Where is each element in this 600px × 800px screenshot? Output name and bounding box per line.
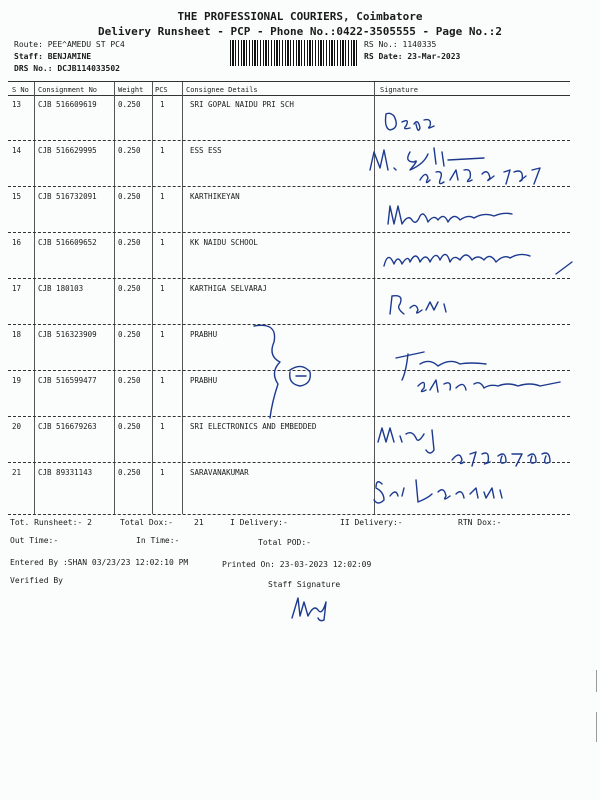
footer-top-rule <box>8 514 570 515</box>
cell-consignee: SRI GOPAL NAIDU PRI SCH <box>190 100 294 109</box>
cell-sno: 13 <box>12 100 22 109</box>
cell-pcs: 1 <box>160 284 165 293</box>
cell-consignee: SARAVANAKUMAR <box>190 468 249 477</box>
cell-weight: 0.250 <box>118 284 141 293</box>
tot-runsheet: Tot. Runsheet:- 2 <box>10 518 92 527</box>
cell-consignment-no: CJB 516732091 <box>38 192 97 201</box>
route-label: Route: <box>14 40 43 49</box>
cell-sno: 15 <box>12 192 22 201</box>
cell-consignment-no: CJB 516609619 <box>38 100 97 109</box>
barcode <box>230 40 358 66</box>
column-header-sno: S No <box>12 86 29 94</box>
cell-weight: 0.250 <box>118 192 141 201</box>
cell-consignment-no: CJB 516599477 <box>38 376 97 385</box>
entered-by: Entered By :SHAN 03/23/23 12:02:10 PM <box>10 558 189 567</box>
document-title: THE PROFESSIONAL COURIERS, Coimbatore <box>177 10 423 23</box>
total-pod-label: Total POD:- <box>258 538 311 547</box>
route-value: PEE^AMEDU ST PC4 <box>47 40 125 49</box>
rs-no-line <box>364 40 436 49</box>
cell-pcs: 1 <box>160 376 165 385</box>
signature-15 <box>384 200 534 230</box>
staff-line <box>14 52 91 61</box>
cell-pcs: 1 <box>160 238 165 247</box>
rs-no-value: 1140335 <box>402 40 437 49</box>
staff-signature <box>288 592 338 622</box>
cell-weight: 0.250 <box>118 468 141 477</box>
printed-on: Printed On: 23-03-2023 12:02:09 <box>222 560 372 569</box>
column-header-signature: Signature <box>380 86 418 94</box>
scan-edge-mark <box>596 670 597 692</box>
column-header-consignee: Consignee Details <box>186 86 258 94</box>
cell-pcs: 1 <box>160 192 165 201</box>
cell-consignee: SRI ELECTRONICS AND EMBEDDED <box>190 422 317 431</box>
cell-sno: 14 <box>12 146 22 155</box>
total-dox-value: 21 <box>194 518 204 527</box>
rs-date-line <box>364 52 460 61</box>
cell-consignee: ESS ESS <box>190 146 222 155</box>
staff-label: Staff: <box>14 52 43 61</box>
cell-consignment-no: CJB 516679263 <box>38 422 97 431</box>
cell-weight: 0.250 <box>118 422 141 431</box>
drs-value: DCJB114033502 <box>57 64 120 73</box>
cell-consignee: KARTHIKEYAN <box>190 192 240 201</box>
ii-delivery-label: II Delivery:- <box>340 518 403 527</box>
cell-pcs: 1 <box>160 422 165 431</box>
i-delivery-label: I Delivery:- <box>230 518 288 527</box>
cell-consignee: KK NAIDU SCHOOL <box>190 238 258 247</box>
route-line <box>14 40 125 49</box>
row-divider <box>8 232 570 233</box>
cell-sno: 20 <box>12 422 22 431</box>
cell-sno: 18 <box>12 330 22 339</box>
signature-14 <box>364 140 564 188</box>
in-time-label: In Time:- <box>136 536 180 545</box>
cell-weight: 0.250 <box>118 238 141 247</box>
scan-edge-mark <box>596 712 597 742</box>
cell-sno: 16 <box>12 238 22 247</box>
total-dox-label: Total Dox:- <box>120 518 173 527</box>
signature-17 <box>384 290 474 320</box>
column-header-consignment: Consignment No <box>38 86 98 94</box>
cell-consignment-no: CJB 180103 <box>38 284 84 293</box>
cell-weight: 0.250 <box>118 376 141 385</box>
cell-consignee: PRABHU <box>190 376 218 385</box>
cell-pcs: 1 <box>160 468 165 477</box>
column-separator <box>114 82 115 514</box>
signature-13 <box>380 108 440 138</box>
cell-consignment-no: CJB 516629995 <box>38 146 97 155</box>
verified-by: Verified By <box>10 576 63 585</box>
document-subtitle: Delivery Runsheet - PCP - Phone No.:0422-3505555 - Page No.:2 <box>98 25 502 38</box>
cell-consignee: PRABHU <box>190 330 218 339</box>
rtn-dox-label: RTN Dox:- <box>458 518 502 527</box>
drs-line <box>14 64 120 73</box>
column-separator <box>182 82 183 514</box>
signature-21 <box>372 474 532 510</box>
signature-scribble <box>250 322 330 422</box>
cell-weight: 0.250 <box>118 100 141 109</box>
cell-consignment-no: CJB 89331143 <box>38 468 93 477</box>
cell-sno: 17 <box>12 284 22 293</box>
cell-sno: 19 <box>12 376 22 385</box>
signature-20 <box>372 420 572 470</box>
cell-pcs: 1 <box>160 330 165 339</box>
out-time-label: Out Time:- <box>10 536 59 545</box>
signature-18 <box>390 344 570 400</box>
column-separator <box>34 82 35 514</box>
table-top-rule <box>8 81 570 82</box>
staff-signature-label: Staff Signature <box>268 580 341 589</box>
column-header-pcs: PCS <box>155 86 168 94</box>
column-header-weight: Weight <box>118 86 144 94</box>
cell-pcs: 1 <box>160 100 165 109</box>
row-divider <box>8 278 570 279</box>
staff-value: BENJAMINE <box>47 52 92 61</box>
cell-consignee: KARTHIGA SELVARAJ <box>190 284 267 293</box>
cell-weight: 0.250 <box>118 146 141 155</box>
cell-sno: 21 <box>12 468 22 477</box>
column-separator <box>152 82 153 514</box>
drs-label: DRS No.: <box>14 64 53 73</box>
table-header-rule <box>8 95 570 96</box>
cell-pcs: 1 <box>160 146 165 155</box>
rs-date-value: 23-Mar-2023 <box>407 52 461 61</box>
signature-16 <box>380 240 580 276</box>
cell-consignment-no: CJB 516609652 <box>38 238 97 247</box>
rs-no-label: RS No.: <box>364 40 398 49</box>
rs-date-label: RS Date: <box>364 52 403 61</box>
cell-weight: 0.250 <box>118 330 141 339</box>
cell-consignment-no: CJB 516323909 <box>38 330 97 339</box>
